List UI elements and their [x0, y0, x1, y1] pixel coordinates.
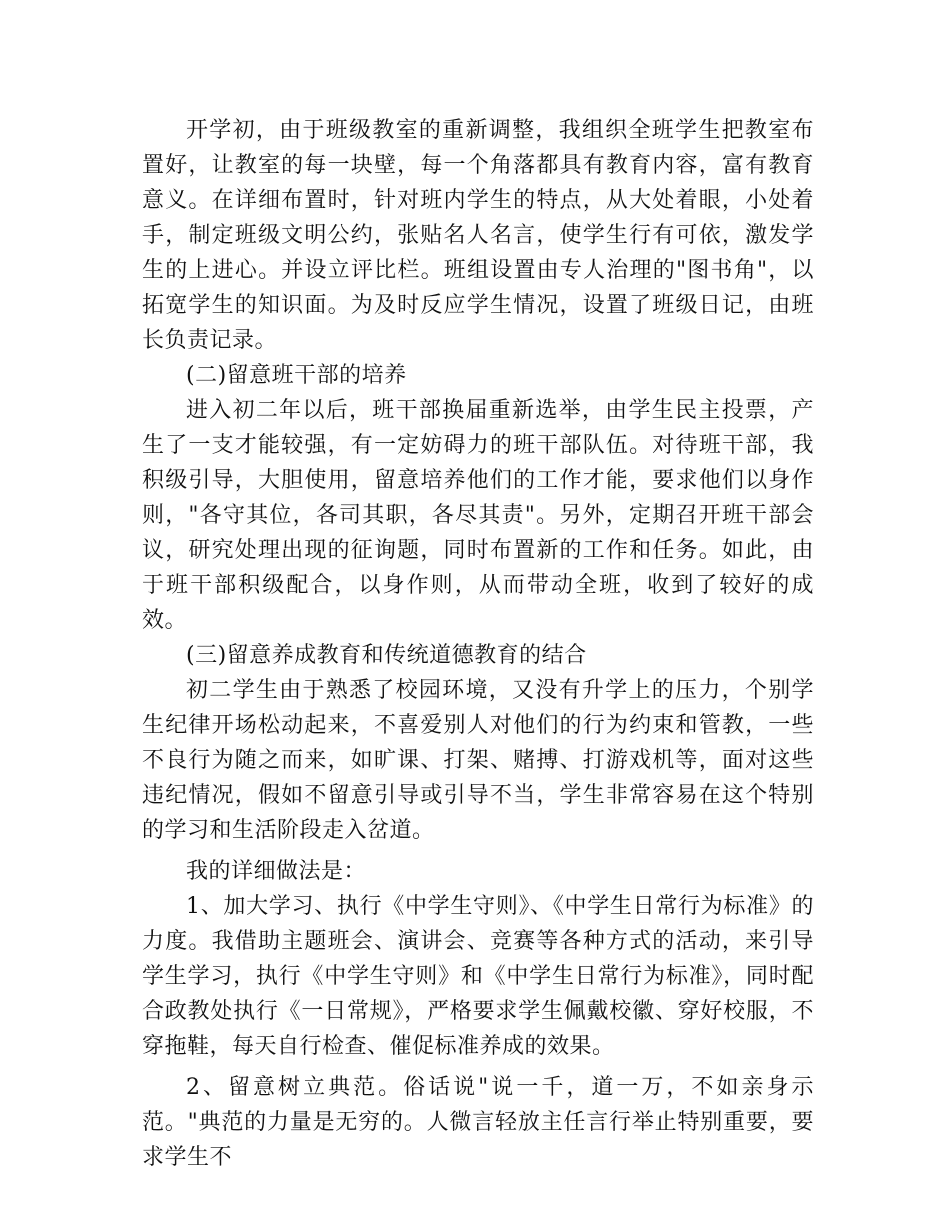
document-body	[142, 113, 814, 1175]
section-heading-habit-education: (三)留意养成教育和传统道德教育的结合	[186, 643, 587, 668]
paragraph-method-1: 1、加大学习、执行《中学生守则》、《中学生日常行为标准》的力度。我借助主题班会、演讲会、竞赛等各种方式的活动，来引导学生学习，执行《中学生守则》和《中学生日常行为标准》，同时配合政教处执行《一日常规》，严格要求学生佩戴校徽、穿好校服，不穿拖鞋，每天自行检查、催促标准养成的效果。	[142, 894, 814, 1059]
paragraph-class-cadres: 进入初二年以后，班干部换届重新选举，由学生民主投票，产生了一支才能较强，有一定妨碍力的班干部队伍。对待班干部，我积级引导，大胆使用，留意培养他们的工作才能，要求他们以身作则，"各守其位，各司其职，各尽其责"。另外，定期召开班干部会议，研究处理出现的征询题，同时布置新的工作和任务。如此，由于班干部积级配合，以身作则，从而带动全班，收到了较好的成效。	[142, 398, 814, 633]
paragraph-classroom-layout: 开学初，由于班级教室的重新调整，我组织全班学生把教室布置好，让教室的每一块壁，每一个角落都具有教育内容，富有教育意义。在详细布置时，针对班内学生的特点，从大处着眼，小处着手，制定班级文明公约，张贴名人名言，使学生行有可依，激发学生的上进心。并设立评比栏。班组设置由专人治理的"图书角"，以拓宽学生的知识面。为及时反应学生情况，设置了班级日记，由班长负责记录。	[142, 118, 814, 353]
paragraph-methods-intro: 我的详细做法是：	[186, 859, 367, 884]
section-heading-cadre-training: (二)留意班干部的培养	[186, 363, 407, 388]
paragraph-discipline: 初二学生由于熟悉了校园环境，又没有升学上的压力，个别学生纪律开场松动起来，不喜爱别人对他们的行为约束和管教，一些不良行为随之而来，如旷课、打架、赌搏、打游戏机等，面对这些违纪情况，假如不留意引导或引导不当，学生非常容易在这个特别的学习和生活阶段走入岔道。	[142, 678, 814, 843]
paragraph-method-2: 2、留意树立典范。俗话说"说一千，道一万，不如亲身示范。"典范的力量是无穷的。人微言轻放主任言行举止特别重要，要求学生不	[142, 1075, 814, 1170]
